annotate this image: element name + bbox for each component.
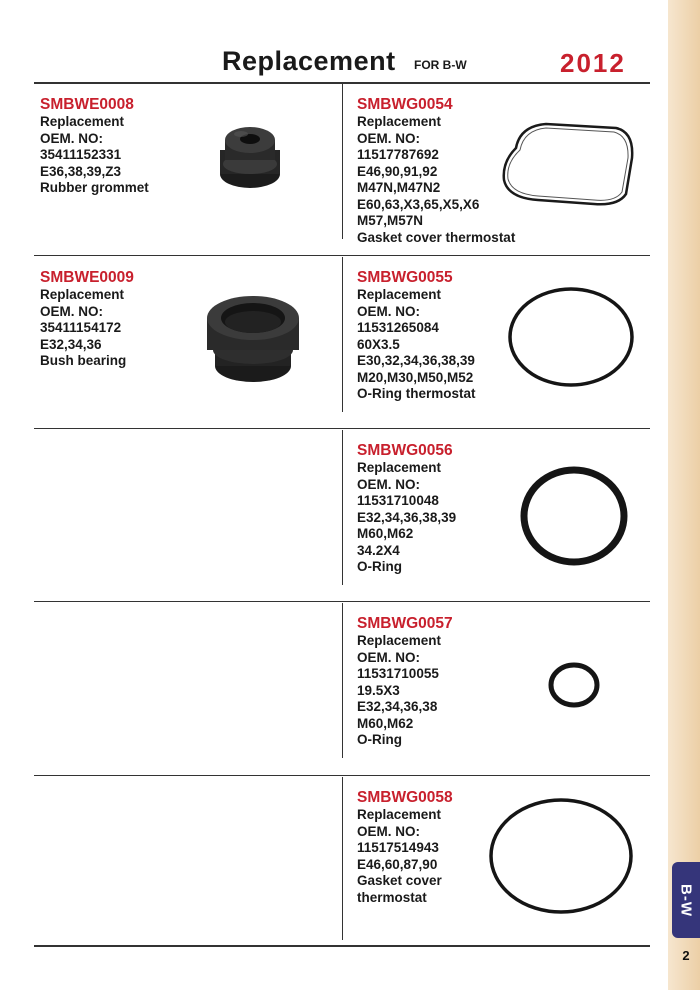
product-detail-line: E46,90,91,92 [357, 163, 438, 179]
product-detail-line: 19.5X3 [357, 682, 400, 698]
product-detail-line: Replacement [357, 114, 442, 129]
product-detail-line: Replacement [357, 460, 442, 475]
product-detail-line: 60X3.5 [357, 336, 400, 352]
product-code[interactable]: SMBWG0056 [357, 442, 453, 459]
product-detail-line: 11517514943 [357, 840, 439, 855]
section-tab[interactable] [672, 862, 700, 938]
product-detail-line: Gasket cover thermostat [357, 229, 516, 245]
product-detail-line: 11517787692 [357, 147, 439, 162]
product-detail-line: Replacement [357, 287, 442, 302]
catalog-year: 2012 [560, 48, 626, 78]
product-detail-line: Replacement [357, 807, 442, 822]
product-entry [357, 95, 515, 246]
product-detail-line: E46,60,87,90 [357, 856, 438, 872]
side-bar-decoration [668, 0, 700, 990]
product-code[interactable]: SMBWG0055 [357, 269, 453, 286]
product-detail-line: OEM. NO: [357, 303, 420, 319]
product-detail-line: 34.2X4 [357, 542, 400, 558]
footer-rule [34, 945, 650, 947]
product-entry [357, 614, 453, 749]
product-detail-line: O-Ring thermostat [357, 386, 476, 401]
column-divider [342, 777, 343, 940]
column-divider [342, 430, 343, 585]
product-detail-line: E32,34,36 [40, 336, 102, 352]
product-code[interactable]: SMBWG0058 [357, 789, 453, 806]
product-code[interactable]: SMBWE0009 [40, 269, 134, 286]
product-detail-line: OEM. NO: [40, 130, 103, 146]
product-entry [357, 441, 456, 576]
product-detail-line: Gasket cover [357, 873, 442, 888]
product-code[interactable]: SMBWG0054 [357, 96, 453, 113]
product-detail-line: M47N,M47N2 [357, 180, 441, 195]
product-code[interactable]: SMBWE0008 [40, 96, 134, 113]
product-entry [40, 268, 134, 370]
product-detail-line: Replacement [40, 114, 125, 129]
product-detail-line: 35411152331 [40, 147, 122, 162]
column-divider [342, 603, 343, 758]
product-detail-line: O-Ring [357, 559, 402, 574]
product-detail-line: 11531710055 [357, 666, 439, 681]
product-detail-line: Bush bearing [40, 353, 127, 368]
product-detail-line: O-Ring [357, 732, 402, 747]
product-detail-line: Replacement [357, 633, 442, 648]
product-detail-line: 11531265084 [357, 320, 439, 335]
row-divider [34, 255, 650, 256]
column-divider [342, 257, 343, 412]
page-number: 2 [682, 948, 690, 963]
product-detail-line: E32,34,36,38 [357, 699, 438, 714]
product-detail-line: M60,M62 [357, 526, 414, 541]
product-detail-line: E60,63,X3,65,X5,X6 [357, 196, 480, 212]
product-detail-line: M20,M30,M50,M52 [357, 369, 474, 385]
row-divider [34, 601, 650, 602]
product-detail-line: OEM. NO: [357, 476, 420, 492]
page-subtitle: FOR B-W [414, 58, 467, 72]
rubber-grommet-image [215, 122, 285, 194]
product-detail-line: 11531710048 [357, 493, 439, 508]
page-title: Replacement [222, 46, 396, 76]
product-detail-line: M57,M57N [357, 213, 424, 228]
product-detail-line: Replacement [40, 287, 125, 302]
product-detail-line: 35411154172 [40, 320, 122, 335]
product-code[interactable]: SMBWG0057 [357, 615, 453, 632]
product-detail-line: E32,34,36,38,39 [357, 509, 457, 525]
product-detail-line: thermostat [357, 889, 427, 905]
product-detail-line: OEM. NO: [357, 130, 420, 146]
product-detail-line: M60,M62 [357, 715, 414, 731]
column-divider [342, 84, 343, 239]
product-entry [357, 788, 453, 906]
product-entry [357, 268, 476, 403]
product-detail-line: OEM. NO: [357, 823, 420, 839]
o-ring-thermostat-image [505, 285, 637, 389]
product-entry [40, 95, 149, 197]
section-tab-label: B-W [677, 883, 695, 917]
product-detail-line: OEM. NO: [40, 303, 103, 319]
gasket-cover-image [498, 118, 638, 210]
product-detail-line: E30,32,34,36,38,39 [357, 353, 475, 368]
product-detail-line: Rubber grommet [40, 180, 149, 195]
gasket-ring-image [486, 795, 636, 917]
small-o-ring-image [546, 660, 602, 710]
product-detail-line: OEM. NO: [357, 649, 420, 665]
product-detail-line: E36,38,39,Z3 [40, 163, 122, 179]
row-divider [34, 428, 650, 429]
o-ring-image [518, 464, 630, 568]
bush-bearing-image [203, 292, 303, 386]
row-divider [34, 775, 650, 776]
